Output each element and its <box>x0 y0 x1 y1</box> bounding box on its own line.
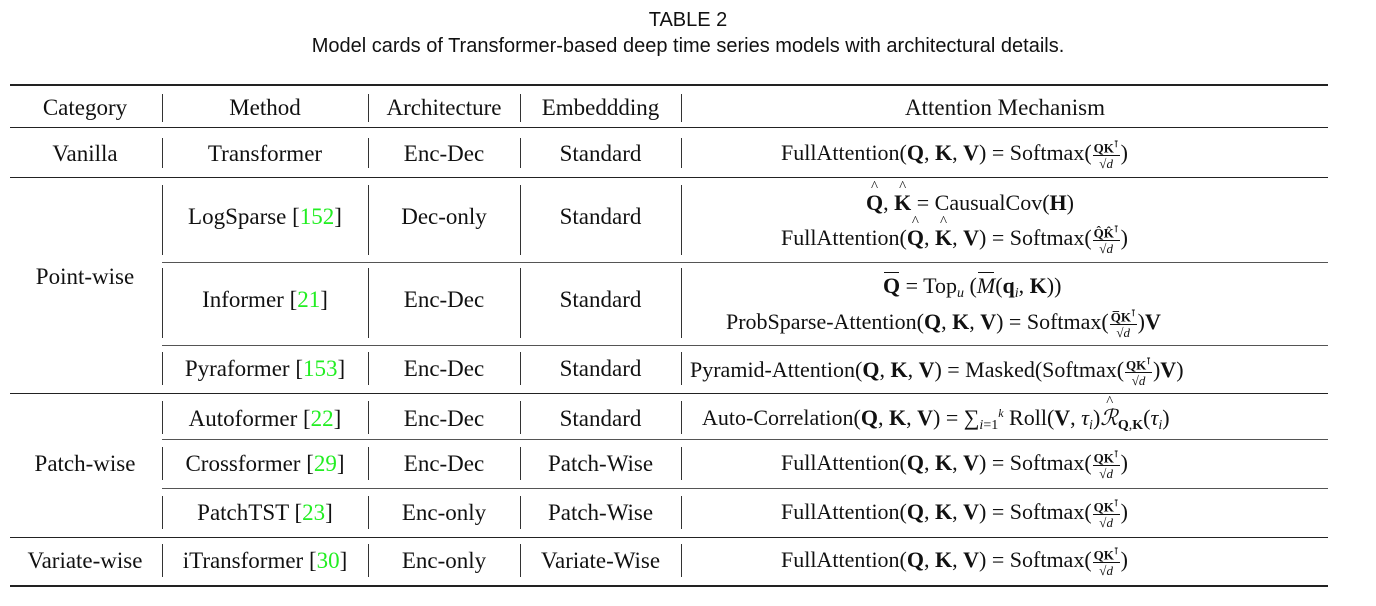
citation-link[interactable]: 23 <box>302 500 326 525</box>
architecture-cell: Enc-Dec <box>403 406 485 431</box>
embedding-cell: Patch-Wise <box>547 451 654 476</box>
method-cell: LogSparse [152] <box>188 204 342 229</box>
citation-link[interactable]: 29 <box>313 451 337 476</box>
method-cell: Autoformer [22] <box>188 406 342 431</box>
group-rule-patchwise <box>10 537 1328 538</box>
attention-formula-full: FullAttention(Q, K, V) = Softmax( $\frac{QK^⊺}{√d}$ ) <box>781 498 1128 531</box>
architecture-cell: Enc-Dec <box>403 287 485 312</box>
row-rule-crossformer <box>162 488 1328 489</box>
col-separator-4 <box>681 268 682 338</box>
method-cell: Pyraformer [153] <box>184 356 346 381</box>
embedding-cell: Standard <box>559 287 642 312</box>
table-top-rule <box>10 84 1328 86</box>
row-rule-logsparse <box>162 262 1328 263</box>
row-rule-informer <box>162 345 1328 346</box>
col-separator-4 <box>681 185 682 255</box>
embedding-cell: Variate-Wise <box>540 548 661 573</box>
embedding-cell: Standard <box>559 356 642 381</box>
citation-link[interactable]: 153 <box>302 356 338 381</box>
embedding-cell: Patch-Wise <box>547 500 654 525</box>
embedding-cell: Standard <box>559 406 642 431</box>
architecture-cell: Enc-only <box>401 500 487 525</box>
col-separator-4 <box>681 138 682 168</box>
attention-formula-full: FullAttention(Q, K, V) = Softmax( $\frac{QK^⊺}{√d}$ ) <box>781 546 1128 579</box>
attention-formula-causalcov: ^ Q, ^ K = CausualCov(H) <box>866 192 1074 214</box>
method-cell: Informer [21] <box>202 287 328 312</box>
header-architecture: Architecture <box>386 95 502 120</box>
header-attention-mechanism: Attention Mechanism <box>905 95 1105 120</box>
col-separator-4 <box>681 352 682 385</box>
attention-formula-topu: Q = Top$_u$ ($M(q_i$, K)) <box>883 273 1062 301</box>
category-point-wise: Point-wise <box>35 264 135 289</box>
attention-formula-full: FullAttention(Q, K, V) = Softmax( $\frac{QK^⊺}{√d}$ ) <box>781 449 1128 482</box>
embedding-cell: Standard <box>559 141 642 166</box>
header-method: Method <box>229 95 301 120</box>
col-separator-4 <box>681 401 682 434</box>
attention-formula-probsparse: ProbSparse-Attention(Q, K, V) = Softmax( $\frac{Q̅K^⊺}{√d}$ )V <box>726 308 1161 341</box>
method-cell: PatchTST [23] <box>197 500 333 525</box>
table-label: TABLE 2 <box>648 9 728 31</box>
group-rule-vanilla <box>10 177 1328 178</box>
attention-formula-full: FullAttention(Q, K, V) = Softmax( $\frac{QK^⊺}{√d}$ ) <box>781 139 1128 172</box>
category-vanilla: Vanilla <box>52 141 118 166</box>
citation-link[interactable]: 22 <box>310 406 334 431</box>
architecture-cell: Enc-Dec <box>403 451 485 476</box>
architecture-cell: Enc-only <box>401 548 487 573</box>
architecture-cell: Enc-Dec <box>403 141 485 166</box>
category-variate-wise: Variate-wise <box>27 548 143 573</box>
method-cell: Crossformer [29] <box>185 451 345 476</box>
architecture-cell: Dec-only <box>401 204 487 229</box>
group-rule-pointwise <box>10 393 1328 394</box>
header-rule <box>10 127 1328 128</box>
table-caption: Model cards of Transformer-based deep time series models with architectural details. <box>311 35 1065 57</box>
method-cell: iTransformer [30] <box>182 548 348 573</box>
citation-link[interactable]: 21 <box>297 287 321 312</box>
col-separator-4 <box>681 496 682 529</box>
method-cell: Transformer <box>207 141 323 166</box>
header-category: Category <box>42 95 128 120</box>
category-patch-wise: Patch-wise <box>34 451 136 476</box>
attention-formula-autocorrelation: Auto-Correlation(Q, K, $V) = \sum_{i=1}^k$ Roll(V, $\tau_i)\^{}$ $ℛ_{Q,K}(\tau_i)$ <box>702 407 1170 433</box>
attention-formula-pyramid: Pyramid-Attention(Q, K, V) = Masked(Softmax( $\frac{QK^⊺}{√d}$ )V) <box>690 356 1184 389</box>
attention-formula-logsparse: FullAttention(^ Q, ^ K, V) = Softmax( $\frac{Q̂K̂^⊺}{√d}$ ) <box>781 225 1128 255</box>
table-bottom-rule <box>10 585 1328 587</box>
citation-link[interactable]: 30 <box>316 548 340 573</box>
header-embedding: Embeddding <box>541 95 660 120</box>
citation-link[interactable]: 152 <box>299 204 335 229</box>
row-rule-autoformer <box>162 439 1328 440</box>
architecture-cell: Enc-Dec <box>403 356 485 381</box>
embedding-cell: Standard <box>559 204 642 229</box>
col-separator-4 <box>681 447 682 480</box>
col-separator-4 <box>681 544 682 577</box>
